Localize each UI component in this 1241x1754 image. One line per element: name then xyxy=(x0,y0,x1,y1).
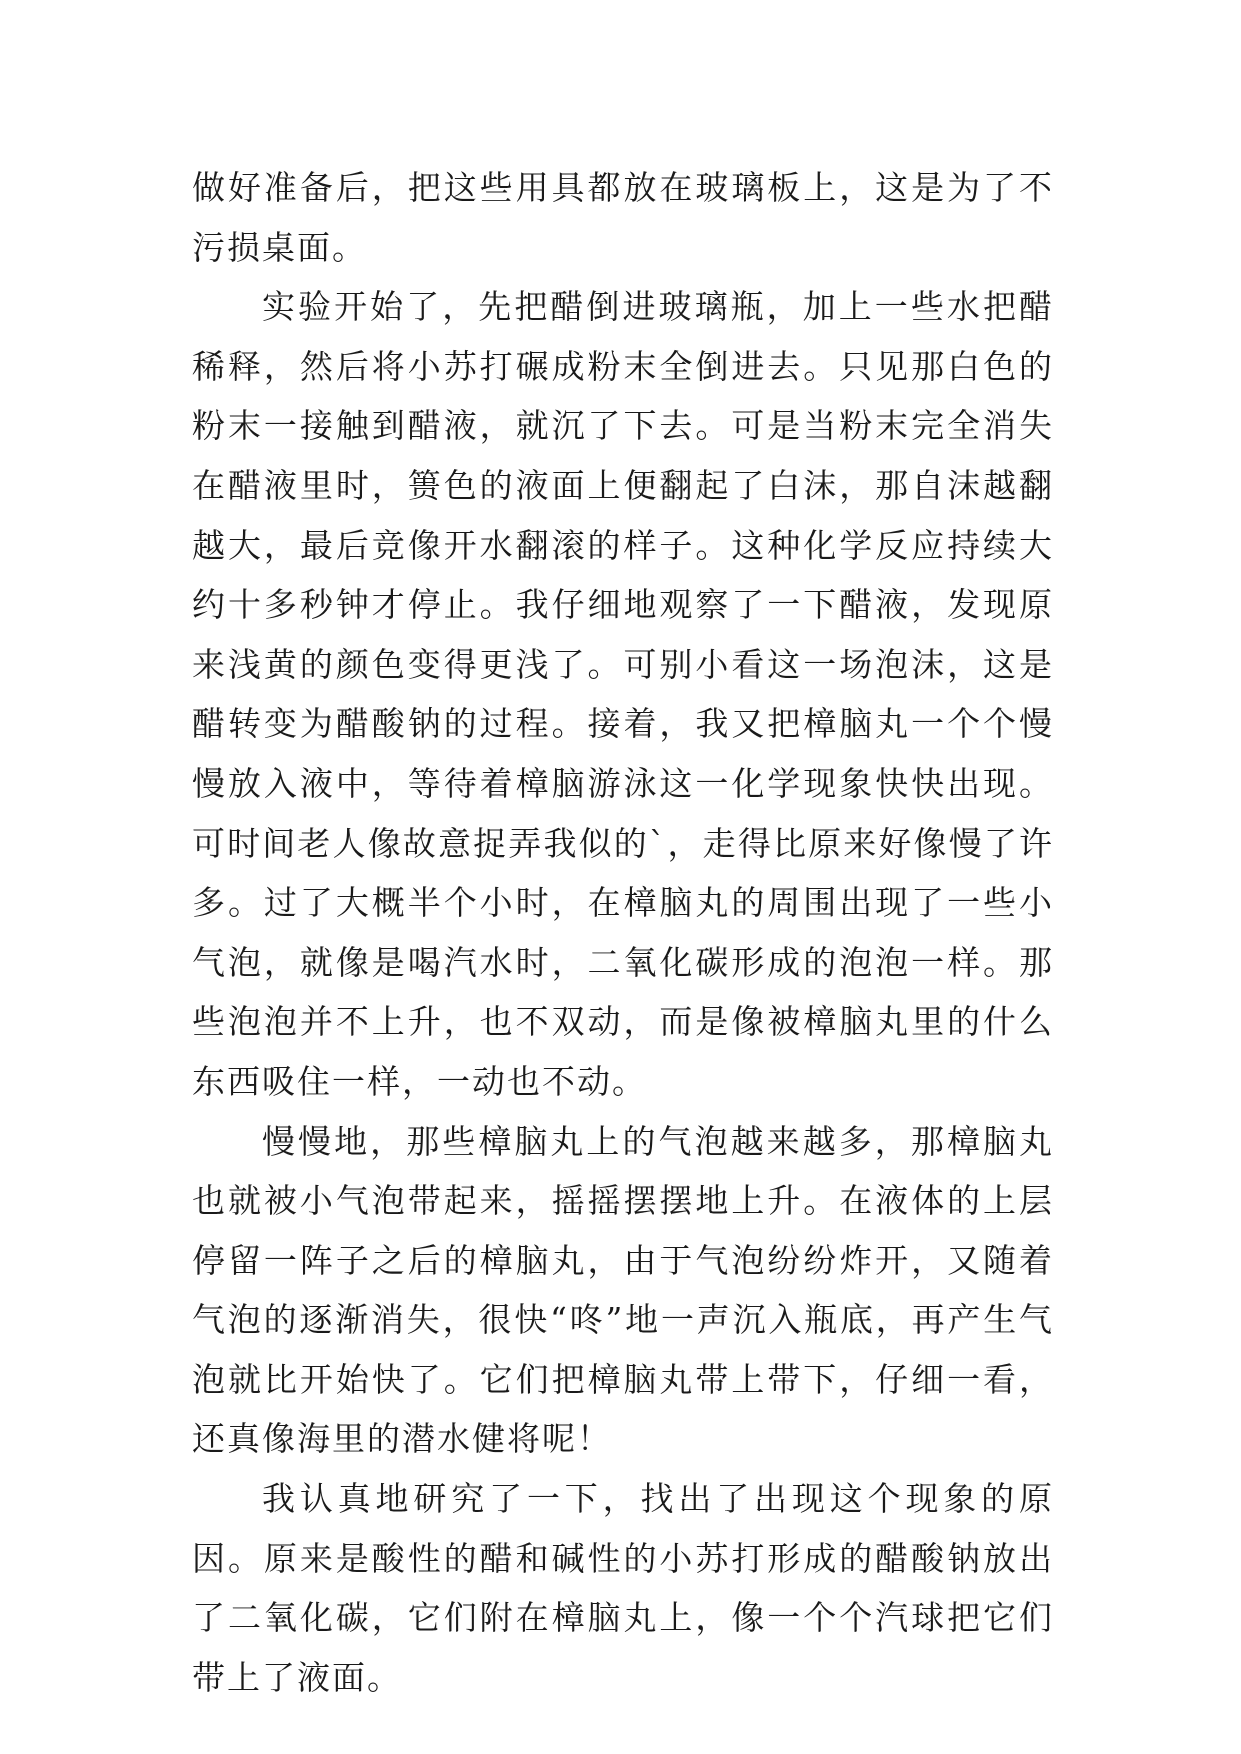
paragraph-1: 做好准备后，把这些用具都放在玻璃板上，这是为了不污损桌面。 xyxy=(192,168,1054,267)
body-text xyxy=(192,158,1054,1707)
paragraph-3: 慢慢地，那些樟脑丸上的气泡越来越多，那樟脑丸也就被小气泡带起来，摇摇摆摆地上升。在液体的上层停留一阵子之后的樟脑丸，由于气泡纷纷炸开，又随着气泡的逐渐消失，很快“咚”地一声沉入瓶底，再产生气泡就比开始快了。它们把樟脑丸带上带下，仔细一看，还真像海里的潜水健将呢！ xyxy=(192,1121,1054,1459)
paragraph-2: 实验开始了，先把醋倒进玻璃瓶，加上一些水把醋稀释，然后将小苏打碾成粉末全倒进去。只见那白色的粉末一接触到醋液，就沉了下去。可是当粉末完全消失在醋液里时，篑色的液面上便翻起了白沫，那自沫越翻越大，最后竞像开水翻滚的样子。这种化学反应持续大约十多秒钟才停止。我仔细地观察了一下醋液，发现原来浅黄的颜色变得更浅了。可别小看这一场泡沫，这是醋转变为醋酸钠的过程。接着，我又把樟脑丸一个个慢慢放入液中，等待着樟脑游泳这一化学现象快快出现。可时间老人像故意捉弄我似的`，走得比原来好像慢了许多。过了大概半个小时，在樟脑丸的周围出现了一些小气泡，就像是喝汽水时，二氧化碳形成的泡泡一样。那些泡泡并不上升，也不双动，而是像被樟脑丸里的什么东西吸住一样，一动也不动。 xyxy=(192,287,1054,1101)
paragraph-4: 我认真地研究了一下，找出了出现这个现象的原因。原来是酸性的醋和碱性的小苏打形成的醋酸钠放出了二氧化碳，它们附在樟脑丸上，像一个个汽球把它们带上了液面。 xyxy=(192,1479,1054,1697)
